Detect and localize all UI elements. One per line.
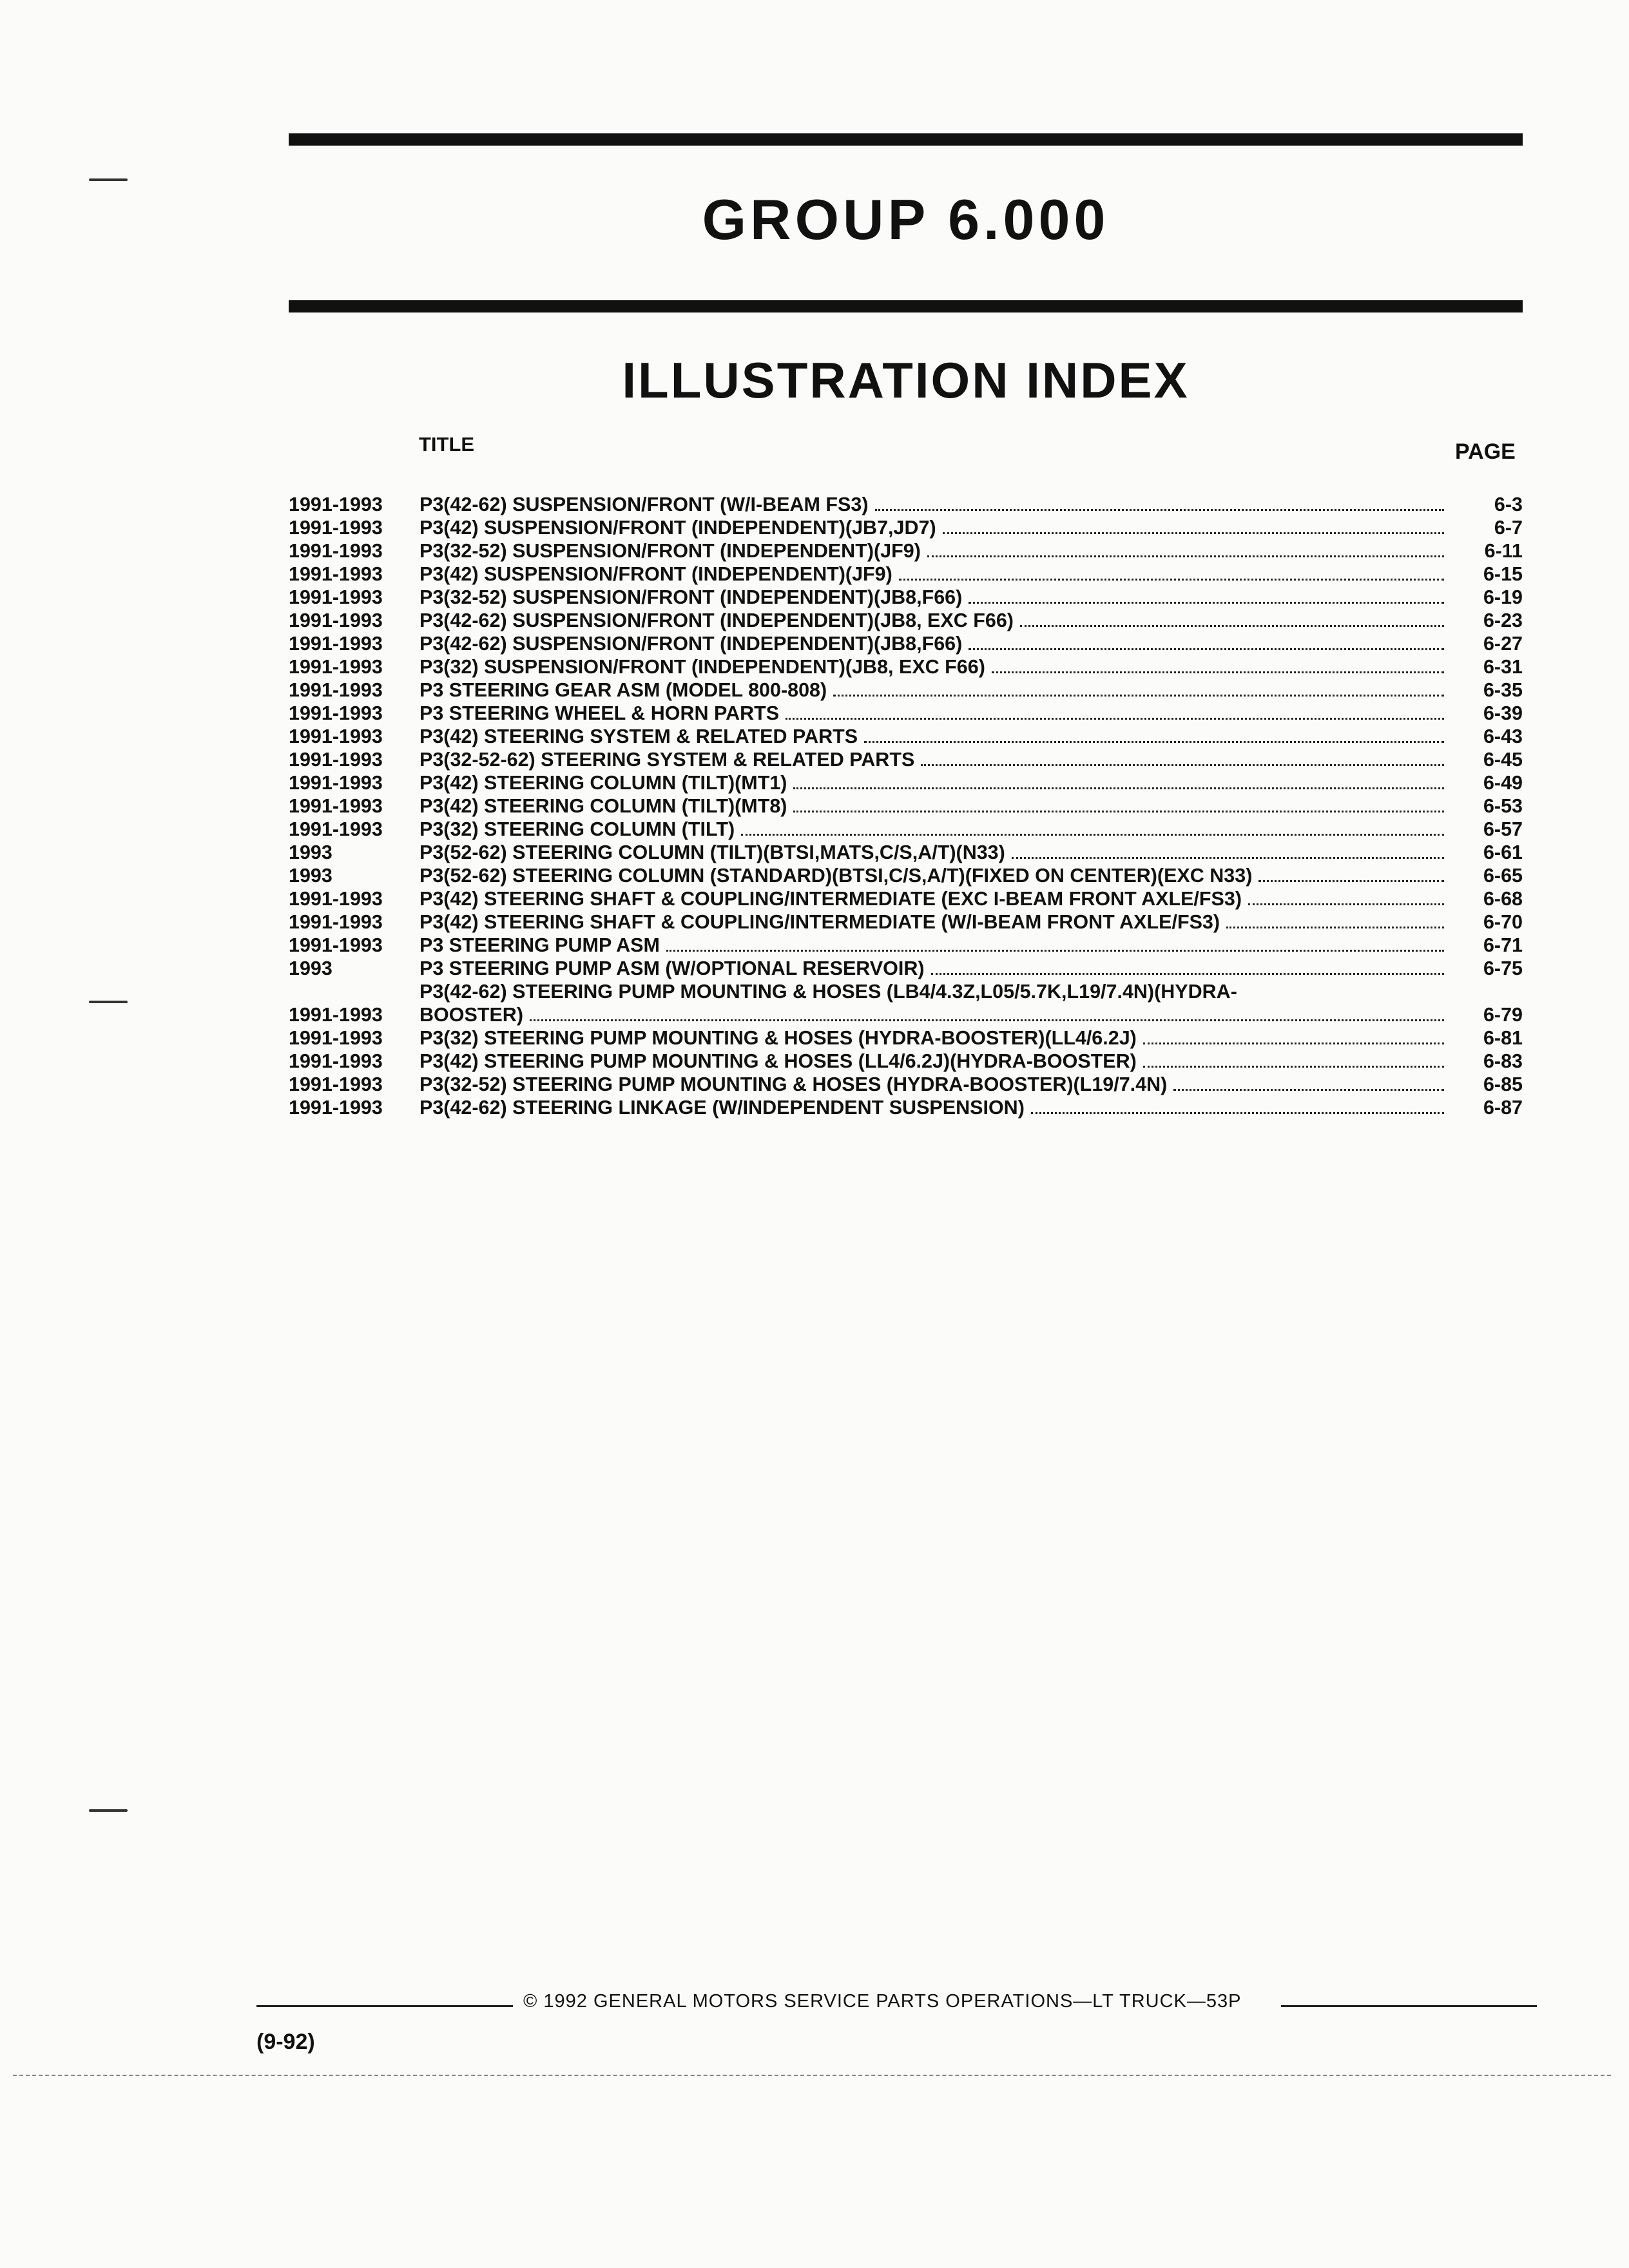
footer-revision-code: (9-92): [256, 2030, 315, 2054]
entry-title: P3(52-62) STEERING COLUMN (TILT)(BTSI,MATS,C/S,A/T)(N33): [419, 841, 1005, 863]
dot-leader: [875, 509, 1445, 511]
index-entry: [289, 632, 1523, 655]
entry-page: 6-23: [1483, 610, 1523, 631]
entry-title-cell: [419, 910, 1452, 934]
entry-page: 6-87: [1483, 1097, 1523, 1119]
entry-page: 6-39: [1483, 702, 1523, 724]
scan-mark: [89, 1809, 128, 1812]
dot-leader: [1173, 1089, 1444, 1091]
entry-page: 6-70: [1483, 911, 1523, 933]
dot-leader: [1143, 1043, 1444, 1044]
entry-years: 1991-1993: [289, 1097, 383, 1119]
entry-page: 6-75: [1483, 957, 1523, 979]
entry-title: P3(32) STEERING PUMP MOUNTING & HOSES (HYDRA-BOOSTER)(LL4/6.2J): [419, 1027, 1137, 1049]
entry-page: 6-7: [1494, 517, 1523, 539]
index-entry: [289, 771, 1523, 794]
entry-title-cell: [419, 1026, 1452, 1050]
entry-title-cell: [419, 725, 1452, 748]
entry-page: 6-71: [1483, 934, 1523, 956]
entry-page: 6-65: [1483, 865, 1523, 887]
dot-leader: [786, 718, 1444, 720]
dot-leader: [1258, 880, 1444, 882]
index-title: ILLUSTRATION INDEX: [622, 352, 1190, 408]
entry-years: 1991-1993: [289, 656, 383, 678]
entry-title-cell: [419, 864, 1452, 887]
entry-years: 1991-1993: [289, 749, 383, 771]
dot-leader: [1226, 927, 1444, 928]
entry-title-line2: [419, 1003, 1452, 1026]
index-entry: [289, 1096, 1523, 1119]
dot-leader: [943, 532, 1444, 534]
entry-title-cell: [419, 1096, 1452, 1119]
illustration-index-list: [289, 493, 1523, 1119]
dot-leader: [1248, 903, 1444, 905]
dot-leader: [969, 602, 1444, 604]
group-title: GROUP 6.000: [702, 187, 1110, 251]
column-header-page: PAGE: [1455, 439, 1516, 464]
index-entry: [289, 493, 1523, 516]
index-entry: [289, 934, 1523, 957]
entry-title-cell: [419, 818, 1452, 841]
dot-leader: [741, 834, 1444, 836]
column-header-title: TITLE: [419, 433, 475, 456]
entry-title-cell: [419, 516, 1452, 539]
entry-title: P3(42-62) STEERING LINKAGE (W/INDEPENDENT SUSPENSION): [419, 1097, 1025, 1119]
index-entry: [289, 1050, 1523, 1073]
entry-title-cell: [419, 771, 1452, 794]
index-entry: [289, 678, 1523, 702]
index-entry: [289, 586, 1523, 609]
entry-title-cell: [419, 493, 1452, 516]
entry-years: 1993: [289, 957, 333, 979]
entry-title-cell: [419, 1073, 1452, 1096]
index-entry: [289, 539, 1523, 562]
entry-title: P3 STEERING PUMP ASM: [419, 934, 660, 956]
entry-title: P3(42-62) SUSPENSION/FRONT (INDEPENDENT)(JB8,F66): [419, 633, 963, 655]
entry-page: 6-43: [1483, 726, 1523, 747]
index-entry: [289, 794, 1523, 818]
entry-page: 6-11: [1484, 540, 1523, 562]
entry-title: P3(32-52-62) STEERING SYSTEM & RELATED PARTS: [419, 749, 915, 771]
entry-years: 1993: [289, 841, 333, 863]
index-entry: [289, 562, 1523, 586]
entry-years: 1991-1993: [289, 1004, 383, 1026]
entry-page: 6-31: [1483, 656, 1523, 678]
dot-leader: [864, 741, 1444, 743]
entry-title-cell: [419, 794, 1452, 818]
index-entry: [289, 910, 1523, 934]
entry-title: P3(32) SUSPENSION/FRONT (INDEPENDENT)(JB8, EXC F66): [419, 656, 985, 678]
entry-title-cell: [419, 934, 1452, 957]
footer-copyright: © 1992 GENERAL MOTORS SERVICE PARTS OPERATIONS—LT TRUCK—53P: [523, 1991, 1242, 2012]
entry-title: P3(42-62) STEERING PUMP MOUNTING & HOSES (LB4/4.3Z,L05/5.7K,L19/7.4N)(HYDRA-: [419, 981, 1237, 1003]
dot-leader: [1031, 1112, 1444, 1114]
scan-mark: [89, 178, 128, 181]
middle-rule: [289, 300, 1523, 312]
entry-page: 6-19: [1483, 586, 1523, 608]
entry-title: P3(52-62) STEERING COLUMN (STANDARD)(BTSI,C/S,A/T)(FIXED ON CENTER)(EXC N33): [419, 865, 1253, 887]
entry-years: 1993: [289, 865, 333, 887]
entry-page: 6-83: [1483, 1050, 1523, 1072]
dot-leader: [1020, 625, 1444, 627]
entry-years: 1991-1993: [289, 818, 383, 840]
entry-title-cell: [419, 632, 1452, 655]
top-rule: [289, 133, 1523, 146]
index-entry: [289, 609, 1523, 632]
entry-years: 1991-1993: [289, 1027, 383, 1049]
entry-years: 1991-1993: [289, 1073, 383, 1095]
index-entry: [289, 1073, 1523, 1096]
entry-title-cell: [419, 957, 1452, 980]
entry-years: 1991-1993: [289, 633, 383, 655]
entry-title: P3 STEERING GEAR ASM (MODEL 800-808): [419, 679, 827, 701]
entry-page: 6-57: [1483, 818, 1523, 840]
entry-title: P3(42) STEERING PUMP MOUNTING & HOSES (LL4/6.2J)(HYDRA-BOOSTER): [419, 1050, 1137, 1072]
entry-years: 1991-1993: [289, 911, 383, 933]
entry-page: 6-45: [1483, 749, 1523, 771]
entry-title: P3(32-52) SUSPENSION/FRONT (INDEPENDENT)(JF9): [419, 540, 921, 562]
entry-title-cell: [419, 678, 1452, 702]
dot-leader: [793, 811, 1444, 812]
dot-leader: [793, 787, 1444, 789]
entry-years: 1991-1993: [289, 517, 383, 539]
index-entry: [289, 864, 1523, 887]
entry-years: 1991-1993: [289, 888, 383, 910]
dot-leader: [921, 764, 1444, 766]
entry-years: 1991-1993: [289, 540, 383, 562]
entry-page: 6-79: [1483, 1004, 1523, 1026]
dot-leader: [931, 973, 1445, 975]
entry-years: 1991-1993: [289, 772, 383, 794]
dot-leader: [969, 648, 1444, 650]
index-entry: [289, 957, 1523, 980]
dot-leader: [530, 1019, 1444, 1021]
index-entry: [289, 725, 1523, 748]
index-entry: [289, 1026, 1523, 1050]
entry-page: 6-85: [1483, 1073, 1523, 1095]
footer-rule-right: [1281, 2005, 1537, 2007]
entry-title-cell: [419, 539, 1452, 562]
dot-leader: [1143, 1066, 1444, 1068]
entry-title-continued: BOOSTER): [419, 1004, 523, 1026]
entry-title-cell: [419, 562, 1452, 586]
entry-years: 1991-1993: [289, 586, 383, 608]
entry-title-cell: [419, 841, 1452, 864]
scan-mark: [89, 1001, 128, 1003]
entry-title: P3(32-52) STEERING PUMP MOUNTING & HOSES (HYDRA-BOOSTER)(L19/7.4N): [419, 1073, 1168, 1095]
footer-rule-left: [256, 2005, 513, 2007]
entry-title: P3 STEERING PUMP ASM (W/OPTIONAL RESERVOIR): [419, 957, 925, 979]
entry-years: 1991-1993: [289, 1050, 383, 1072]
entry-years: 1991-1993: [289, 795, 383, 817]
entry-page: 6-3: [1494, 494, 1523, 515]
entry-title-cell: [419, 887, 1452, 910]
entry-title: P3(42) SUSPENSION/FRONT (INDEPENDENT)(JF9): [419, 563, 892, 585]
entry-title: P3(42-62) SUSPENSION/FRONT (W/I-BEAM FS3): [419, 494, 869, 515]
entry-title: P3(42) STEERING COLUMN (TILT)(MT1): [419, 772, 787, 794]
dot-leader: [1012, 857, 1444, 859]
entry-years: 1991-1993: [289, 934, 383, 956]
entry-title-cell: [419, 655, 1452, 678]
index-entry: [289, 748, 1523, 771]
dot-leader: [927, 555, 1444, 557]
entry-years: 1991-1993: [289, 726, 383, 747]
dot-leader: [833, 695, 1444, 697]
index-entry: [289, 702, 1523, 725]
page-edge-line: [13, 2075, 1611, 2076]
entry-years: 1991-1993: [289, 494, 383, 515]
entry-page: 6-27: [1483, 633, 1523, 655]
entry-page: 6-61: [1483, 841, 1523, 863]
entry-title-cell: [419, 1050, 1452, 1073]
entry-page: 6-49: [1483, 772, 1523, 794]
entry-title-cell: [419, 609, 1452, 632]
entry-title: P3(42) STEERING SYSTEM & RELATED PARTS: [419, 726, 858, 747]
entry-page: 6-35: [1483, 679, 1523, 701]
entry-page: 6-81: [1483, 1027, 1523, 1049]
index-entry: [289, 655, 1523, 678]
entry-title: P3(42-62) SUSPENSION/FRONT (INDEPENDENT)(JB8, EXC F66): [419, 610, 1014, 631]
entry-page: 6-53: [1483, 795, 1523, 817]
entry-title-cell: [419, 702, 1452, 725]
entry-years: 1991-1993: [289, 563, 383, 585]
entry-title: P3(32) STEERING COLUMN (TILT): [419, 818, 735, 840]
entry-years: 1991-1993: [289, 610, 383, 631]
entry-title-cell: [419, 980, 1452, 1026]
dot-leader: [899, 579, 1444, 581]
entry-title: P3(42) STEERING SHAFT & COUPLING/INTERMEDIATE (W/I-BEAM FRONT AXLE/FS3): [419, 911, 1220, 933]
entry-title: P3(42) SUSPENSION/FRONT (INDEPENDENT)(JB7,JD7): [419, 517, 936, 539]
entry-page: 6-15: [1483, 563, 1523, 585]
index-entry: [289, 887, 1523, 910]
index-entry: [289, 818, 1523, 841]
dot-leader: [666, 950, 1444, 952]
entry-title: P3(32-52) SUSPENSION/FRONT (INDEPENDENT)(JB8,F66): [419, 586, 963, 608]
entry-title-cell: [419, 748, 1452, 771]
entry-title: P3(42) STEERING COLUMN (TILT)(MT8): [419, 795, 787, 817]
entry-title: P3 STEERING WHEEL & HORN PARTS: [419, 702, 780, 724]
index-entry: [289, 980, 1523, 1026]
index-entry: [289, 841, 1523, 864]
entry-years: 1991-1993: [289, 702, 383, 724]
entry-page: 6-68: [1483, 888, 1523, 910]
index-entry: [289, 516, 1523, 539]
entry-title-cell: [419, 586, 1452, 609]
dot-leader: [992, 671, 1444, 673]
entry-years: 1991-1993: [289, 679, 383, 701]
entry-title: P3(42) STEERING SHAFT & COUPLING/INTERMEDIATE (EXC I-BEAM FRONT AXLE/FS3): [419, 888, 1242, 910]
